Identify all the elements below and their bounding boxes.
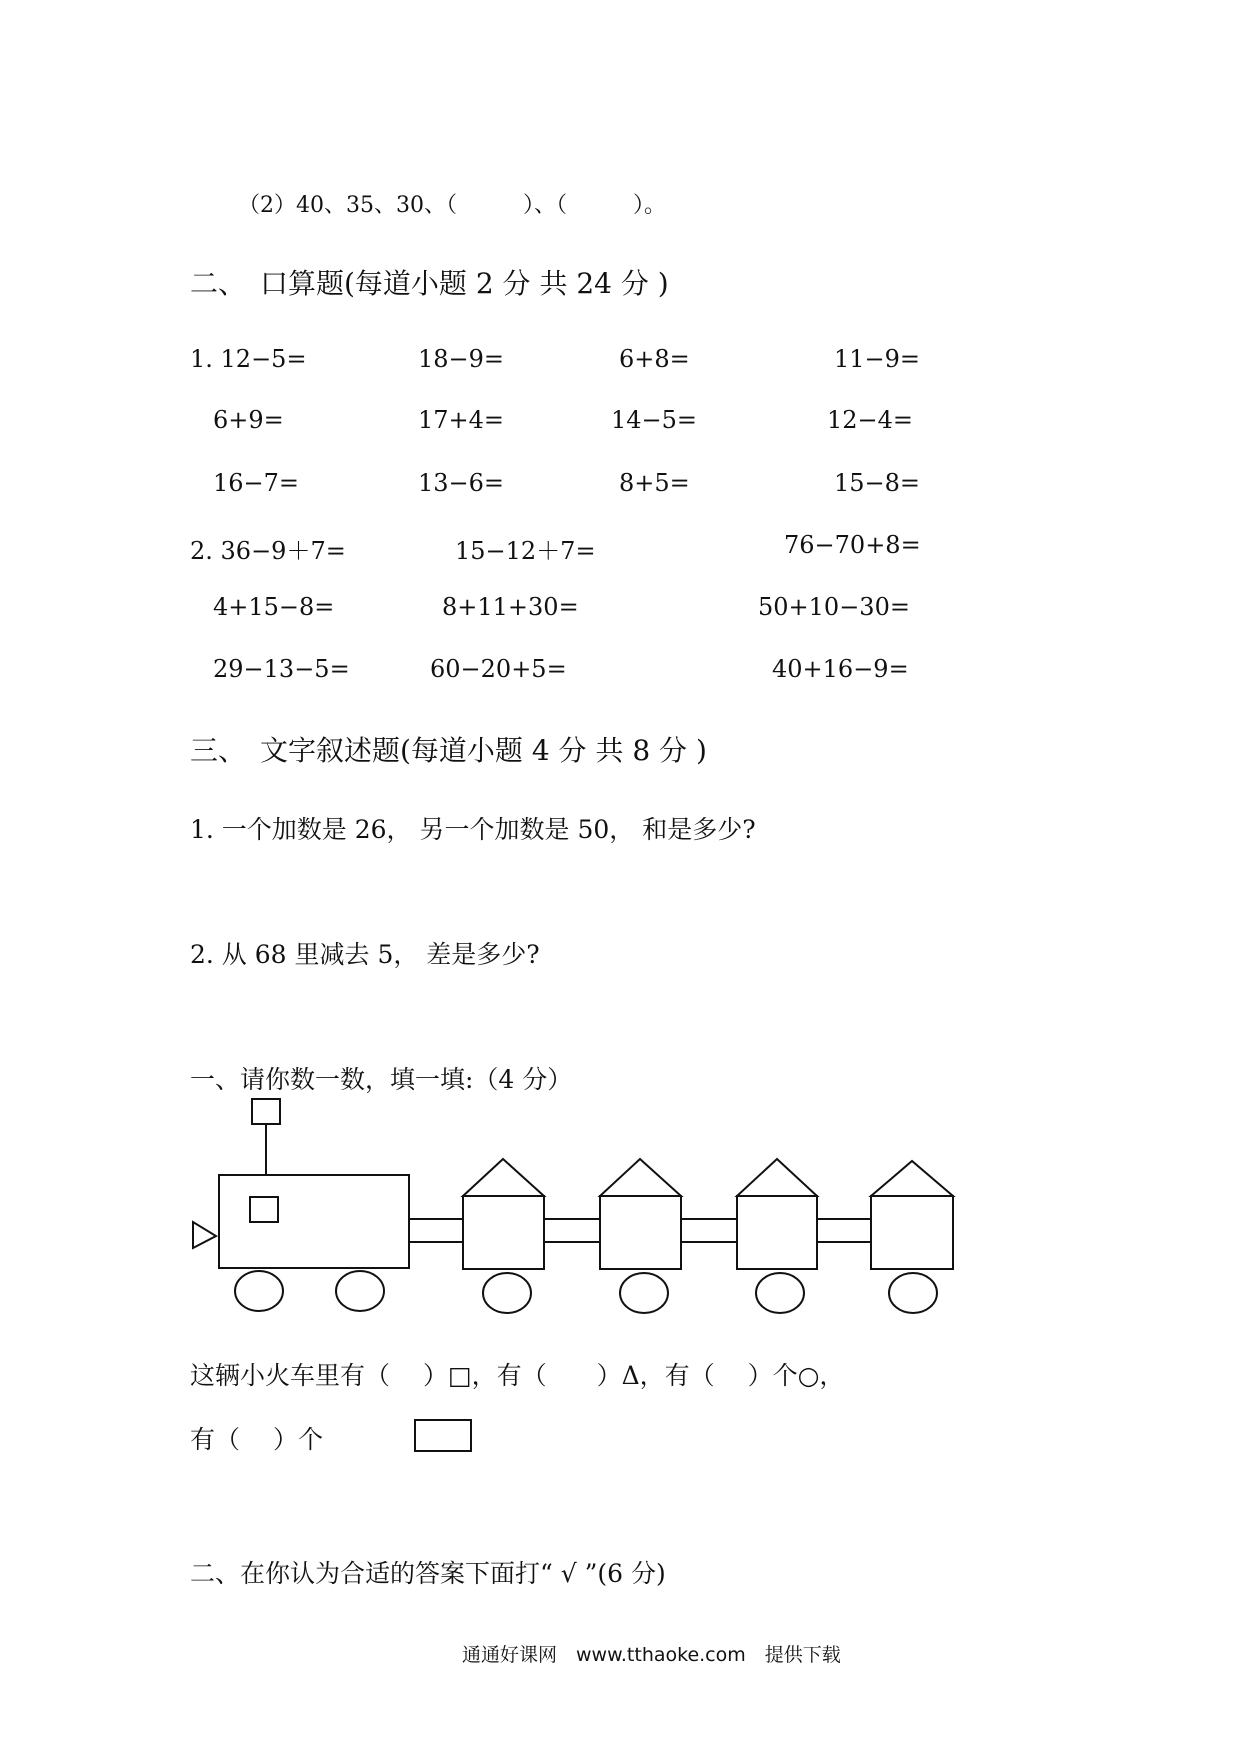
engine-rectangle xyxy=(219,1175,409,1268)
calc-item: 12−4= xyxy=(827,406,914,434)
wheel-circle xyxy=(620,1273,668,1313)
car-square xyxy=(737,1196,817,1269)
car-square xyxy=(871,1196,953,1269)
connector-rectangle xyxy=(681,1219,737,1242)
calc-item: 17+4= xyxy=(418,406,505,434)
calc-item: 40+16−9= xyxy=(772,655,909,683)
roof-triangle xyxy=(737,1159,817,1196)
calc-item: 8+11+30= xyxy=(442,593,579,621)
check-section-heading: 二、在你认为合适的答案下面打“ √ ”(6 分) xyxy=(190,1559,666,1588)
calc-item: 1. 12−5= xyxy=(190,345,307,373)
window-square xyxy=(250,1197,278,1222)
chimney-square xyxy=(252,1099,280,1124)
wheel-circle xyxy=(483,1273,531,1313)
calc-item: 60−20+5= xyxy=(430,655,567,683)
calc-item: 6+9= xyxy=(213,406,284,434)
calc-item: 14−5= xyxy=(611,406,698,434)
count-line-1: 这辆小火车里有（ ）□，有（ ）Δ，有（ ）个○， xyxy=(190,1361,845,1390)
connector-rectangle xyxy=(817,1219,871,1242)
roof-triangle xyxy=(463,1159,544,1196)
car-square xyxy=(600,1196,681,1269)
section-3-heading: 三、 文字叙述题(每道小题 4 分 共 8 分 ) xyxy=(190,734,707,767)
car-square xyxy=(463,1196,544,1269)
roof-triangle xyxy=(871,1161,953,1196)
sequence-question: （2）40、35、30、（ ）、（ ）。 xyxy=(238,193,666,218)
connector-rectangle xyxy=(409,1219,463,1242)
count-section-heading: 一、请你数一数，填一填:（4 分） xyxy=(190,1065,573,1094)
word-problem-2: 2. 从 68 里减去 5， 差是多少? xyxy=(190,940,540,969)
calc-item: 16−7= xyxy=(213,469,300,497)
calc-item: 13−6= xyxy=(418,469,505,497)
rectangle-symbol xyxy=(415,1420,471,1451)
calc-item: 11−9= xyxy=(834,345,921,373)
wheel-circle xyxy=(336,1271,384,1311)
roof-triangle xyxy=(600,1159,681,1196)
front-triangle xyxy=(193,1222,216,1248)
calc-item: 2. 36−9＋7= xyxy=(190,537,346,565)
wheel-circle xyxy=(889,1273,937,1313)
footer-text: 通通好课网 www.tthaoke.com 提供下载 xyxy=(462,1644,841,1666)
wheel-circle xyxy=(235,1271,283,1311)
calc-item: 76−70+8= xyxy=(784,531,921,559)
calc-item: 15−12＋7= xyxy=(455,537,596,565)
section-2-heading: 二、 口算题(每道小题 2 分 共 24 分 ) xyxy=(190,267,669,300)
calc-item: 29−13−5= xyxy=(213,655,350,683)
calc-item: 18−9= xyxy=(418,345,505,373)
wheel-circle xyxy=(756,1273,804,1313)
count-line-2: 有（ ）个 xyxy=(190,1425,323,1454)
word-problem-1: 1. 一个加数是 26， 另一个加数是 50， 和是多少? xyxy=(190,815,756,844)
calc-item: 6+8= xyxy=(619,345,690,373)
calc-item: 4+15−8= xyxy=(213,593,335,621)
calc-item: 15−8= xyxy=(834,469,921,497)
calc-item: 8+5= xyxy=(619,469,690,497)
connector-rectangle xyxy=(544,1219,600,1242)
calc-item: 50+10−30= xyxy=(758,593,910,621)
